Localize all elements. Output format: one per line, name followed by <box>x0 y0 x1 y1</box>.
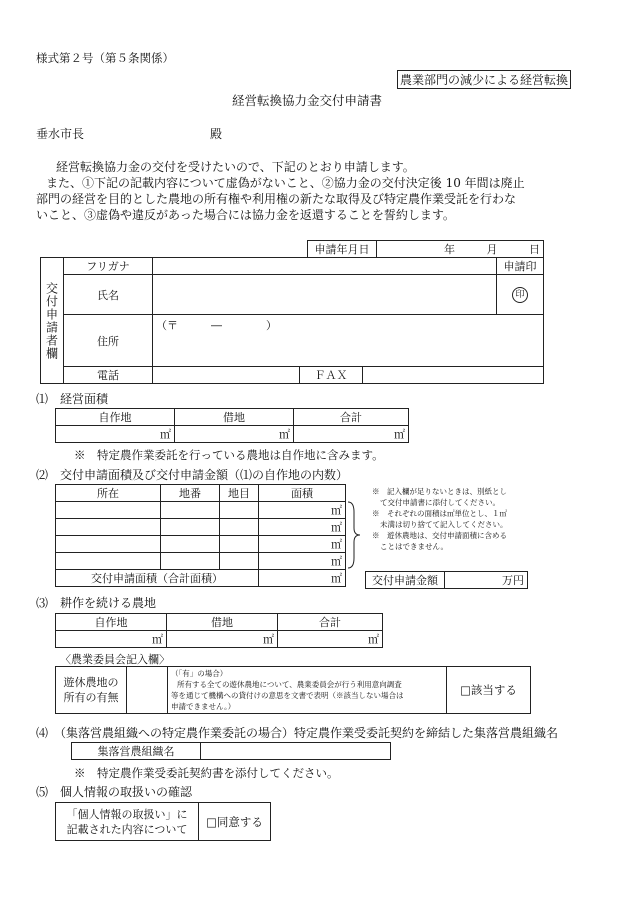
s3-own-field[interactable]: ㎡ <box>56 631 167 648</box>
seal-mark: 印 <box>512 287 528 303</box>
fax-label: ＦＡＸ <box>300 367 363 384</box>
applicable-checkbox[interactable]: □該当する <box>447 667 531 714</box>
s2-notes: ※ 記入欄が足りないときは、別紙とし て交付申請書に添付してください。 ※ それぞれの面積は㎡単位とし、１㎡ 未満は切り捨てて記入してください。 ※ 遊休農地は、交付申請面積に含める ことはできません。 <box>372 487 508 551</box>
section-4-heading: ⑷ （集落営農組織への特定農作業委託の場合）特定農作業受委託契約を締結した集落営農組織名 <box>36 726 559 740</box>
s1-leased-field[interactable]: ㎡ <box>175 426 294 443</box>
privacy-table <box>55 802 271 841</box>
year-label: 年 <box>444 243 455 256</box>
furigana-field[interactable] <box>153 258 497 275</box>
section-1-note: ※ 特定農作業委託を行っている農地は自作地に含みます。 <box>74 448 384 462</box>
section-1-heading: ⑴ 経営面積 <box>36 392 109 406</box>
intro-line-1: 経営転換協力金の交付を受けたいので、下記のとおり申請します。 <box>56 160 415 174</box>
applicant-table <box>40 257 544 384</box>
idle-note: （「有」の場合） 所有する全ての遊休農地について、農業委員会が行う利用意向調査 等を通じて機構への貸付けの意思を文書で表明（※該当しない場合は 申請できません。） <box>168 667 447 714</box>
name-field[interactable] <box>153 275 497 315</box>
date-field[interactable] <box>377 241 544 258</box>
organization-table <box>71 742 391 760</box>
address-label: 住所 <box>64 315 153 367</box>
applicant-side-label: 交付申請者欄 <box>41 258 64 384</box>
application-date-table <box>307 240 544 258</box>
intro-line-4: いこと、③虚偽や違反があった場合には協力金を返還することを誓約します。 <box>36 208 455 222</box>
form-number: 様式第２号（第５条関係） <box>36 51 174 65</box>
furigana-label: フリガナ <box>64 258 153 275</box>
s2-area-header: 面積 <box>259 485 346 502</box>
s3-total-header: 合計 <box>278 614 383 631</box>
s3-leased-header: 借地 <box>167 614 278 631</box>
fax-field[interactable] <box>363 367 544 384</box>
s1-total-header: 合計 <box>294 409 409 426</box>
s1-own-field[interactable]: ㎡ <box>56 426 175 443</box>
intro-line-3: 部門の経営を目的とした農地の所有権や利用権の新たな取得及び特定農作業受託を行わな <box>36 192 517 206</box>
table-row: ㎡ <box>56 519 346 536</box>
agree-checkbox[interactable]: □同意する <box>199 803 271 841</box>
addressee: 垂水市長 <box>36 127 85 141</box>
month-label: 月 <box>486 243 498 256</box>
seal-label: 申請印 <box>497 258 544 275</box>
table-row: ㎡ <box>56 502 346 519</box>
amount-table <box>365 571 528 589</box>
phone-field[interactable] <box>153 367 300 384</box>
s2-lot-header: 地番 <box>161 485 220 502</box>
s2-location-header: 所在 <box>56 485 161 502</box>
section-2-heading: ⑵ 交付申請面積及び交付申請金額（⑴の自作地の内数） <box>36 468 349 482</box>
category-box: 農業部門の減少による経営転換 <box>397 70 571 89</box>
section-3-heading: ⑶ 耕作を続ける農地 <box>36 596 157 610</box>
day-label: 日 <box>529 243 540 256</box>
s3-own-header: 自作地 <box>56 614 167 631</box>
s1-own-header: 自作地 <box>56 409 175 426</box>
s1-leased-header: 借地 <box>175 409 294 426</box>
s2-total-field[interactable]: ㎡ <box>259 570 346 587</box>
honorific: 殿 <box>210 127 223 141</box>
name-label: 氏名 <box>64 275 153 315</box>
date-label: 申請年月日 <box>308 241 377 258</box>
application-area-table <box>55 484 346 587</box>
section-4-note: ※ 特定農作業受委託契約書を添付してください。 <box>74 766 339 780</box>
table-row: ㎡ <box>56 553 346 570</box>
postal-code: （〒 ― ） <box>156 319 277 332</box>
address-field[interactable] <box>153 315 544 367</box>
section-5-heading: ⑸ 個人情報の取扱いの確認 <box>36 785 193 799</box>
committee-label: 〈農業委員会記入欄〉 <box>60 653 170 666</box>
s2-total-label: 交付申請面積（合計面積） <box>56 570 259 587</box>
management-area-table <box>55 408 409 443</box>
phone-label: 電話 <box>64 367 153 384</box>
amount-label: 交付申請金額 <box>366 572 445 589</box>
s3-total-field[interactable]: ㎡ <box>278 631 383 648</box>
continued-farmland-table <box>55 613 383 648</box>
s2-landtype-header: 地目 <box>220 485 259 502</box>
org-name-field[interactable] <box>201 743 391 760</box>
privacy-label: 「個人情報の取扱い」に 記載された内容について <box>56 803 199 841</box>
page-title: 経営転換協力金交付申請書 <box>232 93 383 108</box>
intro-line-2: また、①下記の記載内容について虚偽がないこと、②協力金の交付決定後 10 年間は廃止 <box>46 176 525 190</box>
idle-label: 遊休農地の 所有の有無 <box>56 667 127 714</box>
s3-leased-field[interactable]: ㎡ <box>167 631 278 648</box>
amount-field[interactable]: 万円 <box>445 572 528 589</box>
brace-icon <box>346 500 362 570</box>
seal-cell[interactable] <box>497 275 544 315</box>
org-label: 集落営農組織名 <box>72 743 201 760</box>
idle-status-field[interactable] <box>127 667 168 714</box>
s1-total-field[interactable]: ㎡ <box>294 426 409 443</box>
table-row: ㎡ <box>56 536 346 553</box>
idle-farmland-table <box>55 666 531 714</box>
